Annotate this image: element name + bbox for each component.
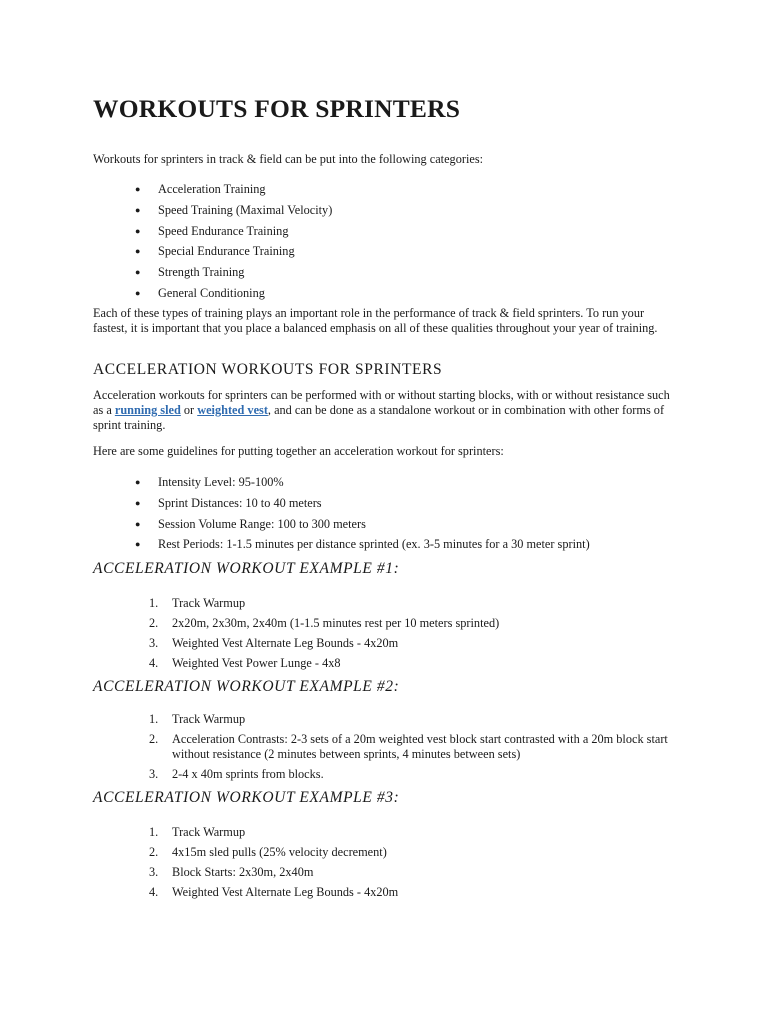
list-item: ● Acceleration Training (135, 182, 266, 196)
category-list (93, 182, 332, 307)
summary-paragraph: Each of these types of training plays an important role in the performance of track & field sprinters. To run your fastest, it is important that you place a balanced emphasis on all of these qualities throughout your year of training. (93, 306, 658, 335)
list-item: ● Special Endurance Training (135, 244, 295, 259)
list-item: 4. Weighted Vest Alternate Leg Bounds - 4x20m (149, 885, 399, 899)
list-item: 3. 2-4 x 40m sprints from blocks. (149, 767, 324, 781)
guidelines-intro: Here are some guidelines for putting together an acceleration workout for sprinters: (93, 444, 504, 458)
list-item: 1. Track Warmup (149, 712, 246, 726)
bullet-icon: ● (135, 184, 141, 194)
example-2-list (93, 712, 672, 787)
list-item: ● General Conditioning (135, 285, 265, 300)
section-heading-acceleration: ACCELERATION WORKOUTS FOR SPRINTERS (93, 361, 443, 378)
guidelines-list (93, 475, 590, 558)
bullet-icon: ● (135, 246, 141, 257)
page-title: WORKOUTS FOR SPRINTERS (93, 94, 461, 123)
list-item: ● Intensity Level: 95-100% (135, 475, 284, 489)
example-3-heading: ACCELERATION WORKOUT EXAMPLE #3: (93, 789, 400, 806)
bullet-icon: ● (135, 477, 141, 487)
acceleration-paragraph: Acceleration workouts for sprinters can be performed with or without starting blocks, with or without resistance such as a running sled or weighted vest, and can be done as a standalone workout or in combination with other forms of sprint training. (93, 388, 670, 432)
list-item: 2. 4x15m sled pulls (25% velocity decrement) (149, 845, 387, 859)
example-1-list (93, 596, 672, 676)
running-sled-link[interactable]: running sled (114, 403, 181, 417)
bullet-icon: ● (135, 267, 141, 278)
bullet-icon: ● (135, 539, 141, 550)
list-item: ● Sprint Distances: 10 to 40 meters (135, 495, 322, 510)
list-item: ● Session Volume Range: 100 to 300 meters (135, 516, 366, 531)
example-3-list (93, 825, 672, 905)
list-item: 2. 2x20m, 2x30m, 2x40m (1-1.5 minutes rest per 10 meters sprinted) (149, 616, 500, 630)
list-item: ● Strength Training (135, 265, 245, 280)
bullet-icon: ● (135, 225, 141, 236)
list-item: 1. Track Warmup (149, 596, 246, 610)
list-item: ● Speed Endurance Training (135, 223, 289, 238)
example-2-heading: ACCELERATION WORKOUT EXAMPLE #2: (93, 678, 400, 695)
list-item: ● Rest Periods: 1-1.5 minutes per distance sprinted (ex. 3-5 minutes for a 30 meter sprint) (135, 537, 590, 552)
weighted-vest-link[interactable]: weighted vest (197, 403, 268, 417)
example-1-heading: ACCELERATION WORKOUT EXAMPLE #1: (93, 560, 400, 577)
intro-paragraph: Workouts for sprinters in track & field can be put into the following categories: (93, 152, 484, 166)
list-item: 3. Weighted Vest Alternate Leg Bounds - 4x20m (149, 636, 399, 650)
list-item: 2. Acceleration Contrasts: 2-3 sets of a 20m weighted vest block start contrasted with a 20m block start without resistance (2 minutes between sprints, 4 minutes between sets) (149, 732, 668, 761)
bullet-icon: ● (135, 497, 141, 508)
bullet-icon: ● (135, 204, 141, 215)
list-item: ● Speed Training (Maximal Velocity) (135, 202, 333, 217)
list-item: 1. Track Warmup (149, 825, 246, 839)
list-item: 4. Weighted Vest Power Lunge - 4x8 (149, 656, 341, 670)
list-item: 3. Block Starts: 2x30m, 2x40m (149, 865, 314, 879)
bullet-icon: ● (135, 287, 141, 298)
bullet-icon: ● (135, 518, 141, 529)
